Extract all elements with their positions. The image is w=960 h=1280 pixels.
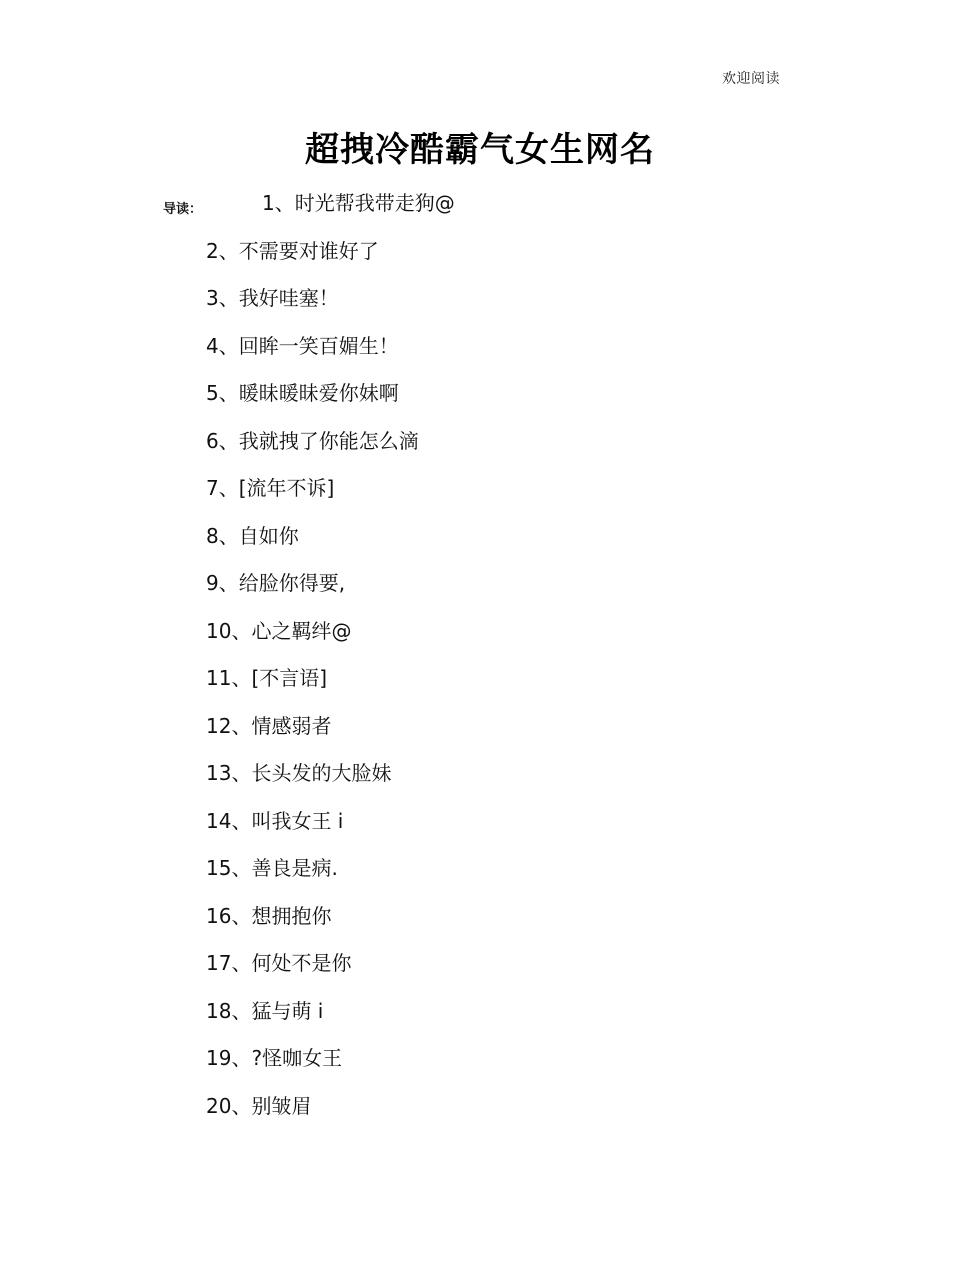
document-title: 超拽冷酷霸气女生网名 [305, 130, 655, 170]
list-item: 18、猛与萌 i [206, 999, 324, 1023]
list-item: 3、我好哇塞！ [206, 286, 339, 310]
list-item: 11、[不言语] [206, 666, 328, 690]
intro-label: 导读： [163, 202, 203, 217]
list-item: 4、回眸一笑百媚生！ [206, 334, 399, 358]
list-item: 6、我就拽了你能怎么滴 [206, 429, 419, 453]
list-item: 1、时光帮我带走狗@ [262, 191, 455, 215]
list-item: 17、何处不是你 [206, 951, 352, 975]
header-note: 欢迎阅读 [722, 71, 780, 87]
list-item: 20、别皱眉 [206, 1094, 312, 1118]
list-item: 19、?怪咖女王 [206, 1046, 343, 1070]
list-item: 12、情感弱者 [206, 714, 332, 738]
list-item: 8、自如你 [206, 524, 299, 548]
list-item: 15、善良是病. [206, 856, 338, 880]
list-item: 2、不需要对谁好了 [206, 239, 379, 263]
list-item: 16、想拥抱你 [206, 904, 332, 928]
list-item: 7、[流年不诉] [206, 476, 335, 500]
list-item: 10、心之羁绊@ [206, 619, 352, 643]
list-item: 9、给脸你得要, [206, 571, 346, 595]
list-item: 5、暖昧暖昧爱你妹啊 [206, 381, 399, 405]
list-item: 13、长头发的大脸妹 [206, 761, 392, 785]
list-item: 14、叫我女王 i [206, 809, 344, 833]
